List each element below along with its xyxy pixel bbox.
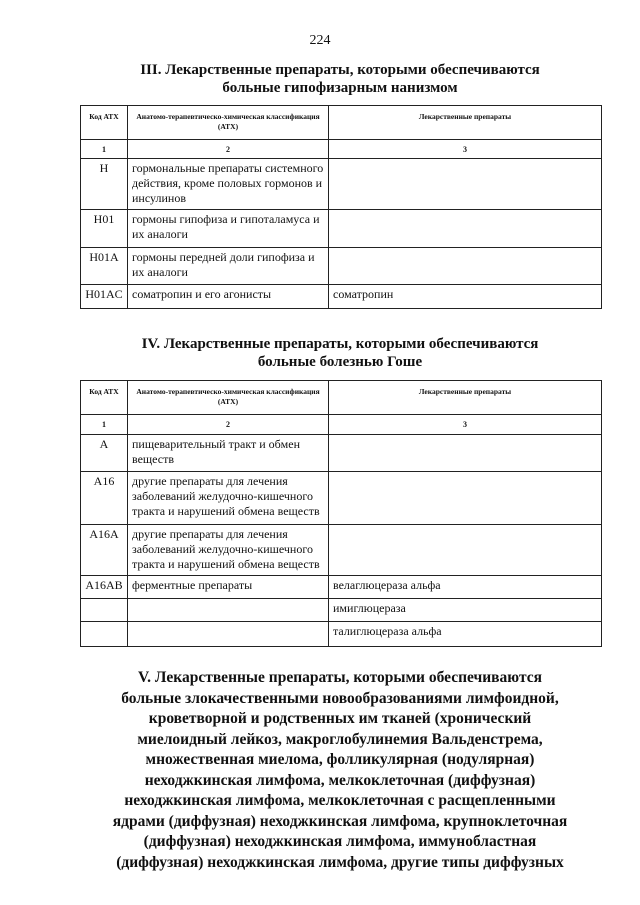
atx-code: H bbox=[81, 159, 128, 210]
atx-code: A16 bbox=[81, 472, 128, 525]
column-number: 2 bbox=[128, 140, 329, 159]
atx-code bbox=[81, 622, 128, 647]
column-number: 1 bbox=[81, 140, 128, 159]
column-number: 2 bbox=[128, 415, 329, 435]
table-row bbox=[81, 576, 602, 599]
drug-name: талиглюцераза альфа bbox=[329, 622, 602, 647]
table-row bbox=[81, 285, 602, 309]
column-number: 3 bbox=[329, 140, 602, 159]
atx-classification bbox=[128, 622, 329, 647]
column-number-row bbox=[81, 140, 602, 159]
table-row bbox=[81, 248, 602, 285]
drug-name: имиглюцераза bbox=[329, 599, 602, 622]
section-5-title bbox=[70, 668, 610, 873]
atx-classification: пищеварительный тракт и обмен веществ bbox=[128, 435, 329, 472]
drug-name bbox=[329, 210, 602, 248]
section-3-title-line: больные гипофизарным нанизмом bbox=[222, 80, 458, 96]
table-header-row bbox=[81, 381, 602, 415]
column-number: 3 bbox=[329, 415, 602, 435]
atx-classification: другие препараты для лечения заболеваний желудочно-кишечного тракта и нарушений обмена веществ bbox=[128, 472, 329, 525]
section-5-title-line: миелоидный лейкоз, макроглобулинемия Вальденстрема, bbox=[137, 730, 543, 748]
section-3-title-line: III. Лекарственные препараты, которыми обеспечиваются bbox=[140, 62, 540, 78]
section-5-title-line: V. Лекарственные препараты, которыми обеспечиваются bbox=[137, 669, 543, 686]
section-5-title-line: кроветворной и родственных им тканей (хронический bbox=[148, 710, 532, 727]
atx-classification: другие препараты для лечения заболеваний желудочно-кишечного тракта и нарушений обмена веществ bbox=[128, 525, 329, 576]
drug-name bbox=[329, 525, 602, 576]
header-classification: Анатомо-терапевтическо-химическая классификация (АТХ) bbox=[128, 381, 329, 415]
table-row bbox=[81, 159, 602, 210]
section-3-table bbox=[80, 105, 602, 309]
header-code: Код АТХ bbox=[81, 381, 128, 415]
page-number: 224 bbox=[309, 33, 331, 48]
atx-code: A16A bbox=[81, 525, 128, 576]
atx-classification: гормоны гипофиза и гипоталамуса и их аналоги bbox=[128, 210, 329, 248]
section-4-title bbox=[80, 335, 600, 371]
section-5-title-line: больные злокачественными новообразованиями лимфоидной, bbox=[121, 689, 559, 707]
section-5-title-line: множественная миелома, фолликулярная (нодулярная) bbox=[145, 751, 535, 768]
atx-code: A bbox=[81, 435, 128, 472]
header-classification: Анатомо-терапевтическо-химическая классификация (АТХ) bbox=[128, 106, 329, 140]
table-row bbox=[81, 622, 602, 647]
table-row bbox=[81, 210, 602, 248]
column-number-row bbox=[81, 415, 602, 435]
table-header-row bbox=[81, 106, 602, 140]
header-code: Код АТХ bbox=[81, 106, 128, 140]
table-row bbox=[81, 472, 602, 525]
table-row bbox=[81, 525, 602, 576]
atx-classification bbox=[128, 599, 329, 622]
table-row bbox=[81, 599, 602, 622]
section-4-table bbox=[80, 380, 602, 647]
drug-name: соматропин bbox=[329, 285, 602, 309]
drug-name bbox=[329, 248, 602, 285]
atx-code: A16AB bbox=[81, 576, 128, 599]
section-4-title-line: IV. Лекарственные препараты, которыми обеспечиваются bbox=[141, 336, 539, 352]
section-4-title-line: больные болезнью Гоше bbox=[257, 354, 423, 370]
drug-name: велаглюцераза альфа bbox=[329, 576, 602, 599]
section-5-title-line: неходжкинская лимфома, мелкоклеточная (диффузная) bbox=[144, 771, 536, 789]
atx-classification: ферментные препараты bbox=[128, 576, 329, 599]
section-5-title-line: (диффузная) неходжкинская лимфома, иммунобластная bbox=[143, 833, 537, 850]
section-5-title-line: неходжкинская лимфома, мелкоклеточная с расщепленными bbox=[124, 792, 556, 809]
column-number: 1 bbox=[81, 415, 128, 435]
section-5-title-line: ядрами (диффузная) неходжкинская лимфома, крупноклеточная bbox=[112, 812, 568, 830]
atx-code bbox=[81, 599, 128, 622]
drug-name bbox=[329, 472, 602, 525]
section-3-title bbox=[80, 61, 600, 97]
section-5-title-line: (диффузная) неходжкинская лимфома, другие типы диффузных bbox=[116, 853, 564, 871]
drug-name bbox=[329, 159, 602, 210]
atx-classification: соматропин и его агонисты bbox=[128, 285, 329, 309]
atx-code: H01AC bbox=[81, 285, 128, 309]
header-drugs: Лекарственные препараты bbox=[329, 381, 602, 415]
table-row bbox=[81, 435, 602, 472]
atx-code: H01 bbox=[81, 210, 128, 248]
atx-classification: гормоны передней доли гипофиза и их аналоги bbox=[128, 248, 329, 285]
drug-name bbox=[329, 435, 602, 472]
header-drugs: Лекарственные препараты bbox=[329, 106, 602, 140]
atx-classification: гормональные препараты системного действия, кроме половых гормонов и инсулинов bbox=[128, 159, 329, 210]
atx-code: H01A bbox=[81, 248, 128, 285]
